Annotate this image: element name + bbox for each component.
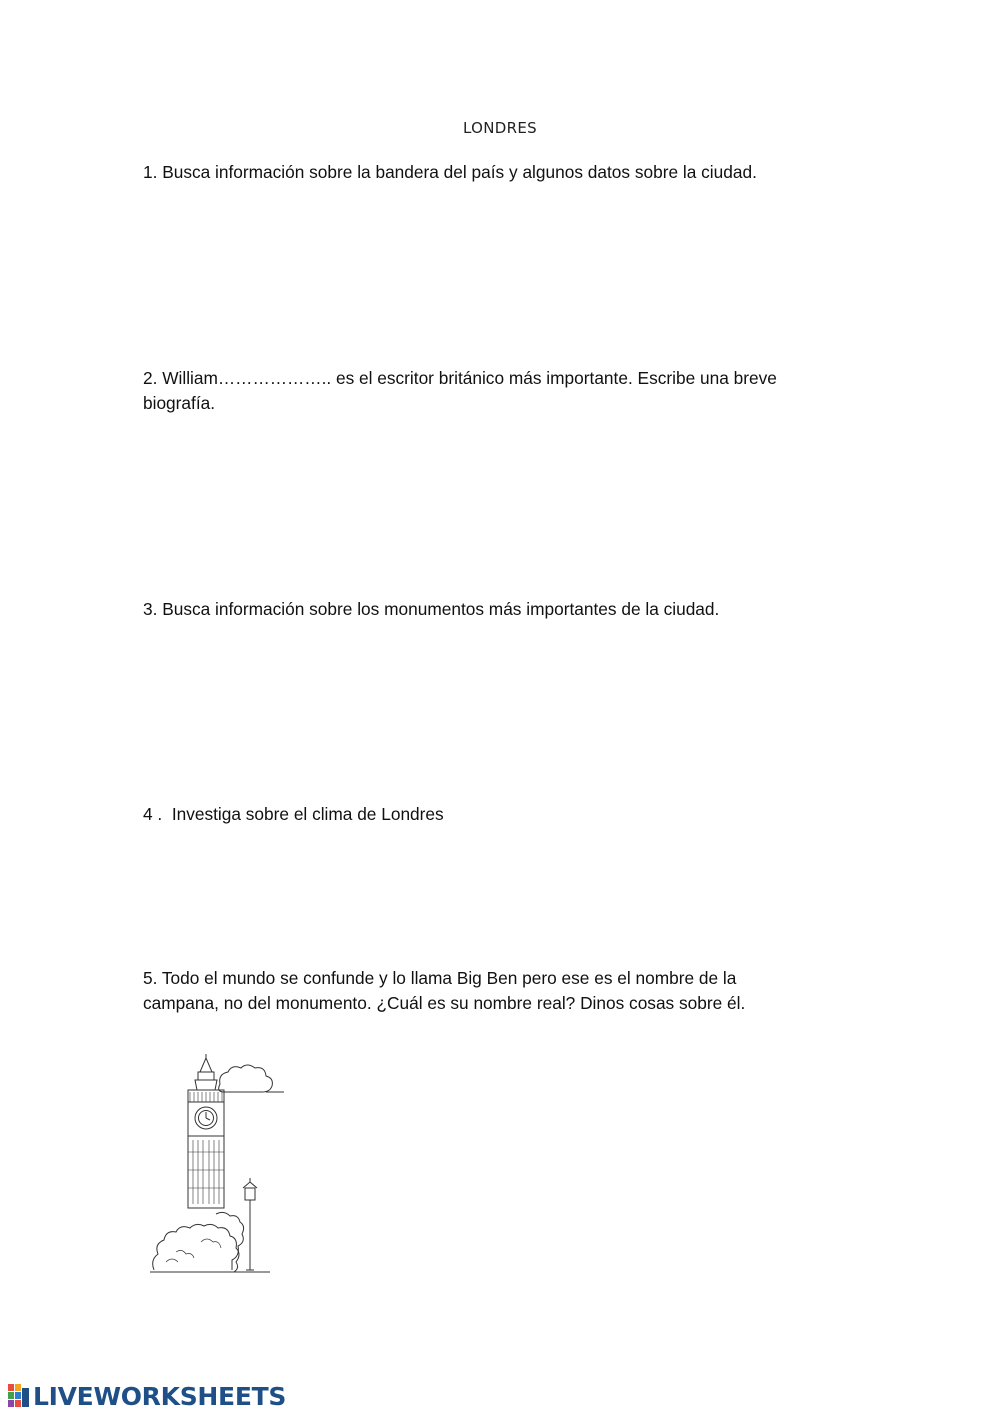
question-2-line-1: 2. William……………….. es el escritor británico más importante. Escribe una breve <box>143 368 777 388</box>
question-2-line-2: biografía. <box>143 393 216 413</box>
page-title: LONDRES <box>463 119 537 137</box>
footer-brand[interactable] <box>8 1380 286 1412</box>
question-1: 1. Busca información sobre la bandera del país y algunos datos sobre la ciudad. <box>143 162 757 182</box>
liveworksheets-logo-icon <box>8 1384 30 1408</box>
question-5-line-1: 5. Todo el mundo se confunde y lo llama Big Ben pero ese es el nombre de la <box>143 968 737 988</box>
question-4: 4 . Investiga sobre el clima de Londres <box>143 804 444 824</box>
question-3: 3. Busca información sobre los monumentos más importantes de la ciudad. <box>143 599 720 619</box>
question-5 <box>143 966 843 1016</box>
brand-name: LIVEWORKSHEETS <box>33 1381 287 1411</box>
question-5-line-2: campana, no del monumento. ¿Cuál es su nombre real? Dinos cosas sobre él. <box>143 993 746 1013</box>
big-ben-illustration <box>146 1052 296 1274</box>
question-2 <box>143 366 843 416</box>
